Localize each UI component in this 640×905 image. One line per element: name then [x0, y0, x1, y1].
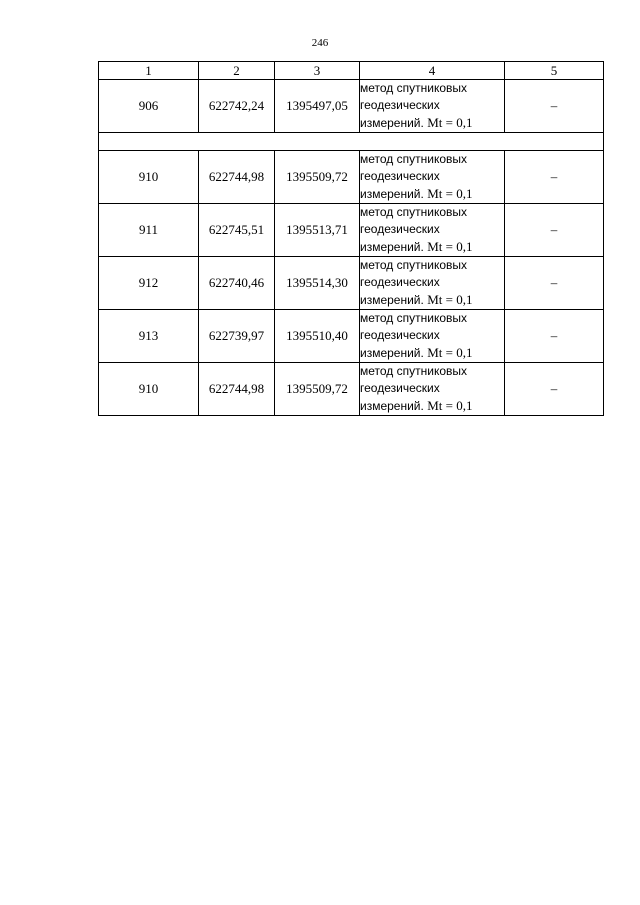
- x-coordinate-cell: 622745,51: [199, 204, 275, 257]
- method-line-2: геодезических: [360, 275, 440, 289]
- table-row: [99, 204, 604, 257]
- x-coordinate-cell: 622744,98: [199, 363, 275, 416]
- method-line-3: [360, 114, 504, 132]
- accuracy-value: Mt = 0,1: [427, 186, 473, 201]
- method-line-3-text: измерений.: [360, 293, 424, 307]
- column-5-cell: –: [505, 151, 604, 204]
- method-cell: [360, 310, 505, 363]
- column-header: 4: [360, 62, 505, 80]
- method-cell: [360, 151, 505, 204]
- method-line-2: геодезических: [360, 381, 440, 395]
- table-header-row: [99, 62, 604, 80]
- method-line-1: метод спутниковых: [360, 258, 468, 272]
- method-line-2: геодезических: [360, 169, 440, 183]
- method-line-3-text: измерений.: [360, 187, 424, 201]
- coordinates-table: [98, 61, 604, 416]
- y-coordinate-cell: 1395509,72: [275, 363, 360, 416]
- method-line-1: метод спутниковых: [360, 311, 468, 325]
- y-coordinate-cell: 1395514,30: [275, 257, 360, 310]
- y-coordinate-cell: 1395509,72: [275, 151, 360, 204]
- method-line-2: геодезических: [360, 222, 440, 236]
- point-id-cell: 911: [99, 204, 199, 257]
- y-coordinate-cell: 1395510,40: [275, 310, 360, 363]
- method-cell: [360, 257, 505, 310]
- method-line-1: метод спутниковых: [360, 205, 468, 219]
- method-line-3: [360, 291, 504, 309]
- method-line-3-text: измерений.: [360, 346, 424, 360]
- accuracy-value: Mt = 0,1: [427, 239, 473, 254]
- method-line-2: геодезических: [360, 98, 440, 112]
- x-coordinate-cell: 622739,97: [199, 310, 275, 363]
- method-line-2: геодезических: [360, 328, 440, 342]
- table-row: [99, 310, 604, 363]
- y-coordinate-cell: 1395497,05: [275, 80, 360, 133]
- x-coordinate-cell: 622740,46: [199, 257, 275, 310]
- accuracy-value: Mt = 0,1: [427, 345, 473, 360]
- method-cell: [360, 204, 505, 257]
- method-line-3-text: измерений.: [360, 399, 424, 413]
- point-id-cell: 913: [99, 310, 199, 363]
- table-row: [99, 363, 604, 416]
- accuracy-value: Mt = 0,1: [427, 398, 473, 413]
- y-coordinate-cell: 1395513,71: [275, 204, 360, 257]
- page-number: 246: [311, 37, 329, 49]
- column-header: 5: [505, 62, 604, 80]
- method-line-3: [360, 238, 504, 256]
- method-line-3: [360, 397, 504, 415]
- column-5-cell: –: [505, 363, 604, 416]
- column-header: 1: [99, 62, 199, 80]
- x-coordinate-cell: 622744,98: [199, 151, 275, 204]
- column-5-cell: –: [505, 257, 604, 310]
- method-line-1: метод спутниковых: [360, 364, 468, 378]
- column-5-cell: –: [505, 204, 604, 257]
- accuracy-value: Mt = 0,1: [427, 292, 473, 307]
- column-header: 2: [199, 62, 275, 80]
- table-row: [99, 257, 604, 310]
- method-cell: [360, 80, 505, 133]
- method-line-1: метод спутниковых: [360, 81, 468, 95]
- column-5-cell: –: [505, 80, 604, 133]
- method-line-3: [360, 185, 504, 203]
- point-id-cell: 910: [99, 363, 199, 416]
- method-cell: [360, 363, 505, 416]
- method-line-3-text: измерений.: [360, 116, 424, 130]
- point-id-cell: 906: [99, 80, 199, 133]
- method-line-3-text: измерений.: [360, 240, 424, 254]
- table-row: [99, 151, 604, 204]
- x-coordinate-cell: 622742,24: [199, 80, 275, 133]
- column-header: 3: [275, 62, 360, 80]
- table-row: [99, 80, 604, 133]
- accuracy-value: Mt = 0,1: [427, 115, 473, 130]
- separator-cell: [99, 133, 604, 151]
- point-id-cell: 910: [99, 151, 199, 204]
- method-line-1: метод спутниковых: [360, 152, 468, 166]
- separator-row: [99, 133, 604, 151]
- column-5-cell: –: [505, 310, 604, 363]
- method-line-3: [360, 344, 504, 362]
- point-id-cell: 912: [99, 257, 199, 310]
